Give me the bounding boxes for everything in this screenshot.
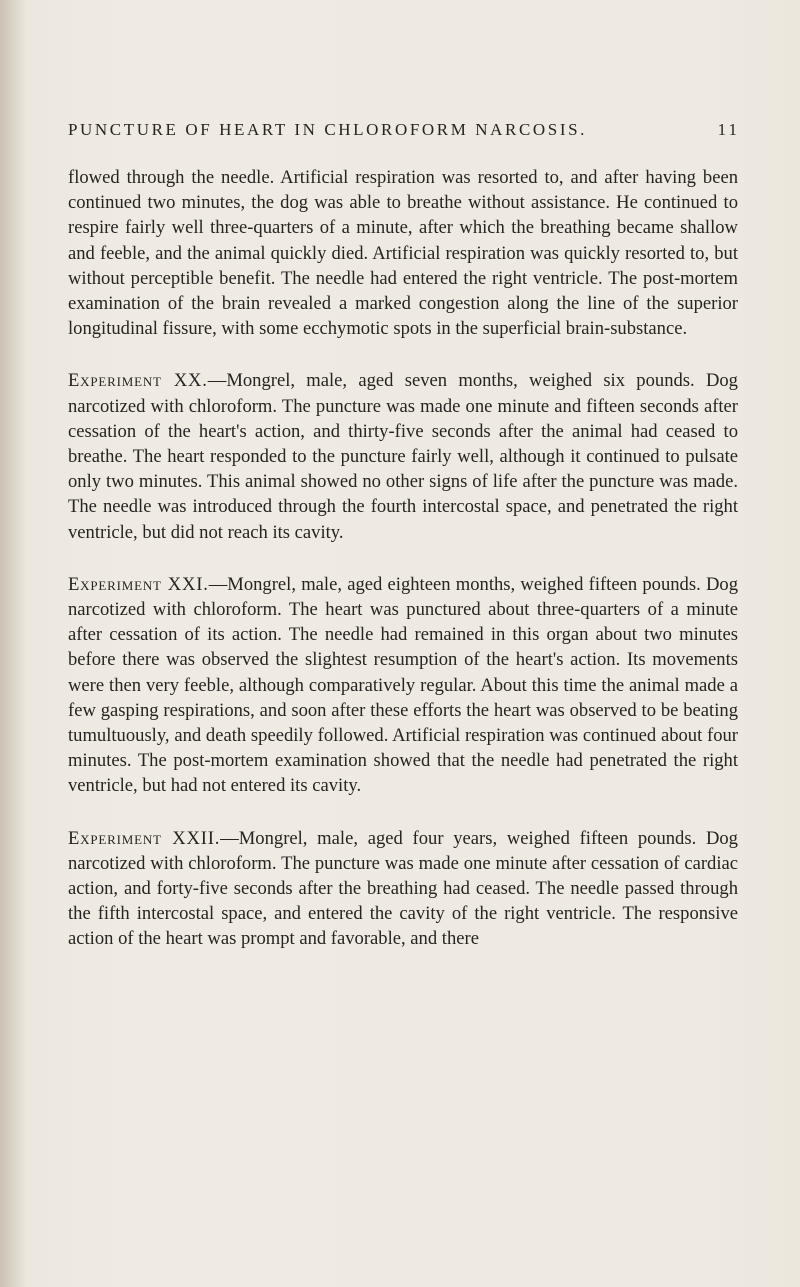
- experiment-label: Experiment XX.: [68, 370, 208, 392]
- body-text: [68, 165, 738, 952]
- paragraph-experiment-xxi: [68, 572, 738, 799]
- binding-gutter-shadow: [0, 0, 26, 1287]
- experiment-label: Experiment XXII.: [68, 827, 221, 849]
- experiment-label: Experiment XXI.: [68, 573, 209, 595]
- paragraph-experiment-xxii: [68, 826, 738, 952]
- paragraph-text: —Mongrel, male, aged four years, weighed fifteen pounds. Dog narcotized with chloroform. The puncture was made one minute after cessation of cardiac action, and forty-five seconds after the breathing had ceased. The needle passed through the fifth intercostal space, and entered the cavity of the right ventricle. The responsive action of the heart was prompt and favorable, and there: [68, 827, 738, 950]
- paragraph-text: flowed through the needle. Artificial respiration was resorted to, and after having been continued two minutes, the dog was able to breathe without assistance. He continued to respire fairly well three-quarters of a minute, after which the breathing became shallow and feeble, and the animal quickly died. Artificial respiration was quickly resorted to, but without perceptible benefit. The needle had entered the right ventricle. The post-mortem examination of the brain revealed a marked congestion along the line of the superior longitudinal fissure, with some ecchymotic spots in the superficial brain-substance.: [68, 167, 738, 340]
- paragraph-text: —Mongrel, male, aged eighteen months, weighed fifteen pounds. Dog narcotized with chloroform. The heart was punctured about three-quarters of a minute after cessation of its action. The needle had remained in this organ about two minutes before there was observed the slightest resumption of the heart's action. Its movements were then very feeble, although comparatively regular. About this time the animal made a few gasping respirations, and soon after these efforts the heart was observed to be beating tumultuously, and death speedily followed. Artificial respiration was continued about four minutes. The post-mortem examination showed that the needle had penetrated the right ventricle, but had not entered its cavity.: [68, 573, 738, 797]
- running-head-title: PUNCTURE OF HEART IN CHLOROFORM NARCOSIS.: [68, 120, 587, 139]
- paragraph-experiment-xx: [68, 368, 738, 544]
- page-number: 11: [717, 120, 740, 139]
- paragraph-text: —Mongrel, male, aged seven months, weighed six pounds. Dog narcotized with chloroform. The puncture was made one minute and fifteen seconds after cessation of the heart's action, and thirty-five seconds after the animal had ceased to breathe. The heart responded to the puncture fairly well, although it continued to pulsate only two minutes. This animal showed no other signs of life after the puncture was made. The needle was introduced through the fourth intercostal space, and penetrated the right ventricle, but did not reach its cavity.: [68, 370, 738, 543]
- paragraph-continued: [68, 165, 738, 341]
